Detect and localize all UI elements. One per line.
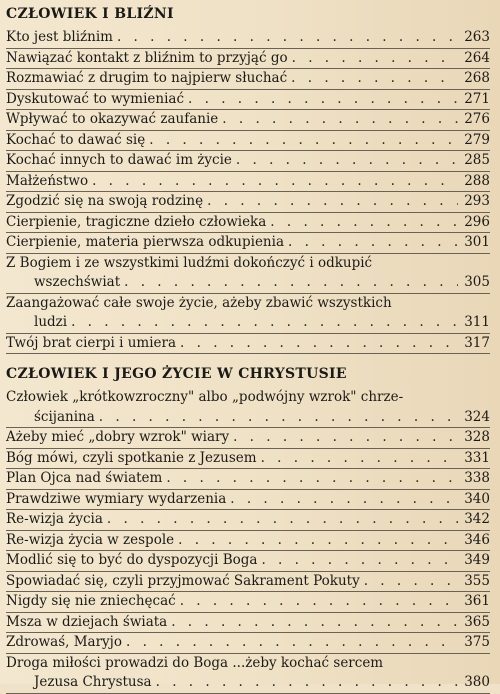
toc-entry-page: 288 bbox=[464, 172, 490, 189]
toc-entry-page: 355 bbox=[464, 572, 490, 589]
toc-entry-title: Msza w dziejach świata bbox=[6, 613, 168, 630]
dot-leader bbox=[92, 172, 458, 192]
toc-list bbox=[6, 28, 490, 354]
toc-entry-page: 271 bbox=[464, 90, 490, 107]
toc-entry-continuation: Jezusa Chrystusa bbox=[34, 674, 152, 690]
toc-entry-title: Kto jest bliźnim bbox=[6, 29, 113, 45]
toc-entry-page: 342 bbox=[464, 511, 490, 527]
toc-entry-page: 328 bbox=[464, 429, 490, 445]
toc-entry bbox=[6, 551, 490, 572]
toc-entry-title: Z Bogiem i ze wszystkimi ludźmi dokończyć i odkupić bbox=[6, 254, 373, 271]
toc-list bbox=[6, 388, 490, 694]
toc-entry-title: Kochać innych to dawać im życie bbox=[6, 152, 232, 168]
toc-entry bbox=[6, 428, 490, 449]
dot-leader bbox=[261, 551, 458, 571]
toc-entry-title: Cierpienie, materia pierwsza odkupienia bbox=[6, 234, 284, 250]
toc-entry-title: Zdrowaś, Maryjo bbox=[6, 634, 122, 650]
dot-leader bbox=[71, 313, 458, 333]
toc-entry-title: Ażeby mieć „dobry wzrok" wiary bbox=[6, 429, 230, 445]
toc-entry-page: 293 bbox=[464, 193, 490, 209]
toc-entry bbox=[6, 633, 490, 654]
toc-entry bbox=[6, 151, 490, 172]
section-heading: CZŁOWIEK I BLIŹNI bbox=[6, 6, 174, 22]
toc-entry-title: Rozmawiać z drugim to najpierw słuchać bbox=[6, 70, 288, 86]
section-heading: CZŁOWIEK I JEGO ŻYCIE W CHRYSTUSIE bbox=[6, 366, 347, 382]
toc-entry-page: 317 bbox=[464, 334, 490, 351]
toc-entry-page: 268 bbox=[464, 70, 490, 86]
toc-entry-page: 301 bbox=[464, 234, 490, 250]
toc-entry bbox=[6, 254, 490, 294]
toc-entry-title: Droga miłości prowadzi do Boga ...żeby kochać sercem bbox=[6, 654, 384, 671]
dot-leader bbox=[288, 233, 458, 253]
dot-leader bbox=[236, 151, 458, 171]
toc-entry bbox=[6, 49, 490, 70]
dot-leader bbox=[99, 408, 458, 428]
dot-leader bbox=[364, 572, 458, 592]
toc-entry bbox=[6, 172, 490, 193]
dot-leader bbox=[156, 673, 458, 693]
dot-leader bbox=[124, 273, 458, 293]
toc-entry-page: 279 bbox=[464, 131, 490, 148]
toc-entry-page: 361 bbox=[464, 593, 490, 609]
toc-entry bbox=[6, 449, 490, 470]
toc-entry-title: Zaangażować całe swoje życie, ażeby zbawić wszystkich bbox=[6, 294, 392, 311]
toc-entry bbox=[6, 388, 490, 428]
toc-entry-page: 305 bbox=[464, 274, 490, 290]
toc-entry-page: 365 bbox=[464, 613, 490, 630]
toc-entry bbox=[6, 213, 490, 234]
dot-leader bbox=[117, 28, 458, 48]
toc-entry-page: 349 bbox=[464, 552, 490, 568]
toc-entry-title: Zgodzić się na swoją rodzinę bbox=[6, 193, 204, 209]
toc-entry-continuation: ludzi bbox=[34, 314, 68, 330]
toc-entry-title: Małżeństwo bbox=[6, 172, 89, 189]
toc-entry bbox=[6, 572, 490, 593]
toc-entry bbox=[6, 469, 490, 490]
toc-entry bbox=[6, 334, 490, 355]
toc-entry-title: Kochać to dawać się bbox=[6, 131, 146, 148]
toc-entry-title: Nawiązać kontakt z bliźnim to przyjąć go bbox=[6, 49, 288, 66]
toc-entry-page: 311 bbox=[464, 314, 490, 330]
dot-leader bbox=[107, 510, 458, 530]
toc-entry bbox=[6, 90, 490, 111]
dot-leader bbox=[171, 613, 458, 633]
toc-entry bbox=[6, 294, 490, 334]
toc-entry-page: 331 bbox=[464, 449, 490, 466]
dot-leader bbox=[178, 531, 458, 551]
toc-entry-page: 324 bbox=[464, 408, 490, 425]
dot-leader bbox=[292, 49, 458, 69]
toc-entry bbox=[6, 654, 490, 694]
dot-leader bbox=[188, 90, 458, 110]
toc-entry bbox=[6, 110, 490, 131]
toc-entry-page: 338 bbox=[464, 470, 490, 486]
toc-entry bbox=[6, 192, 490, 213]
toc-entry bbox=[6, 613, 490, 634]
toc-entry-page: 375 bbox=[464, 634, 490, 650]
toc-entry-page: 264 bbox=[464, 49, 490, 66]
toc-entry-title: Wpływać to okazywać zaufanie bbox=[6, 111, 219, 127]
toc-entry-page: 296 bbox=[464, 213, 490, 230]
toc-entry-title: Dyskutować to wymieniać bbox=[6, 90, 185, 107]
dot-leader bbox=[270, 213, 458, 233]
toc-entry-title: Modlić się to być do dyspozycji Boga bbox=[6, 552, 258, 568]
toc-entry bbox=[6, 131, 490, 152]
toc-entry-continuation: wszechświat bbox=[34, 274, 121, 290]
dot-leader bbox=[291, 69, 458, 89]
toc-entry-title: Prawdziwe wymiary wydarzenia bbox=[6, 490, 227, 507]
toc-entry bbox=[6, 531, 490, 552]
dot-leader bbox=[126, 633, 458, 653]
dot-leader bbox=[207, 192, 458, 212]
toc-entry-continuation: ścijanina bbox=[34, 408, 95, 425]
dot-leader bbox=[233, 428, 458, 448]
toc-entry bbox=[6, 233, 490, 254]
toc-entry-page: 380 bbox=[464, 674, 490, 690]
toc-entry bbox=[6, 510, 490, 531]
dot-leader bbox=[222, 110, 458, 130]
toc-entry-title: Człowiek „krótkowzroczny" albo „podwójny wzrok" chrze- bbox=[6, 389, 404, 405]
toc-entry-title: Cierpienie, tragiczne dzieło człowieka bbox=[6, 213, 267, 230]
toc-entry bbox=[6, 69, 490, 90]
toc-entry-title: Nigdy się nie zniechęcać bbox=[6, 593, 176, 609]
dot-leader bbox=[180, 592, 458, 612]
toc-entry bbox=[6, 490, 490, 511]
dot-leader bbox=[149, 131, 458, 151]
toc-entry-title: Twój brat cierpi i umiera bbox=[6, 334, 177, 351]
toc-entry-page: 263 bbox=[464, 29, 490, 45]
dot-leader bbox=[180, 334, 458, 354]
toc-entry-page: 346 bbox=[464, 531, 490, 548]
toc-entry-title: Bóg mówi, czyli spotkanie z Jezusem bbox=[6, 449, 257, 466]
toc-entry-page: 340 bbox=[464, 490, 490, 507]
toc-entry-page: 285 bbox=[464, 152, 490, 168]
dot-leader bbox=[261, 449, 458, 469]
toc-entry bbox=[6, 28, 490, 49]
toc-entry bbox=[6, 592, 490, 613]
toc-entry-page: 276 bbox=[464, 111, 490, 127]
toc-entry-title: Spowiadać się, czyli przyjmować Sakrament Pokuty bbox=[6, 572, 360, 589]
toc-entry-title: Plan Ojca nad światem bbox=[6, 470, 163, 486]
toc-entry-title: Re-wizja życia w zespole bbox=[6, 531, 175, 548]
toc-entry-title: Re-wizja życia bbox=[6, 511, 103, 527]
dot-leader bbox=[230, 490, 458, 510]
dot-leader bbox=[166, 469, 458, 489]
